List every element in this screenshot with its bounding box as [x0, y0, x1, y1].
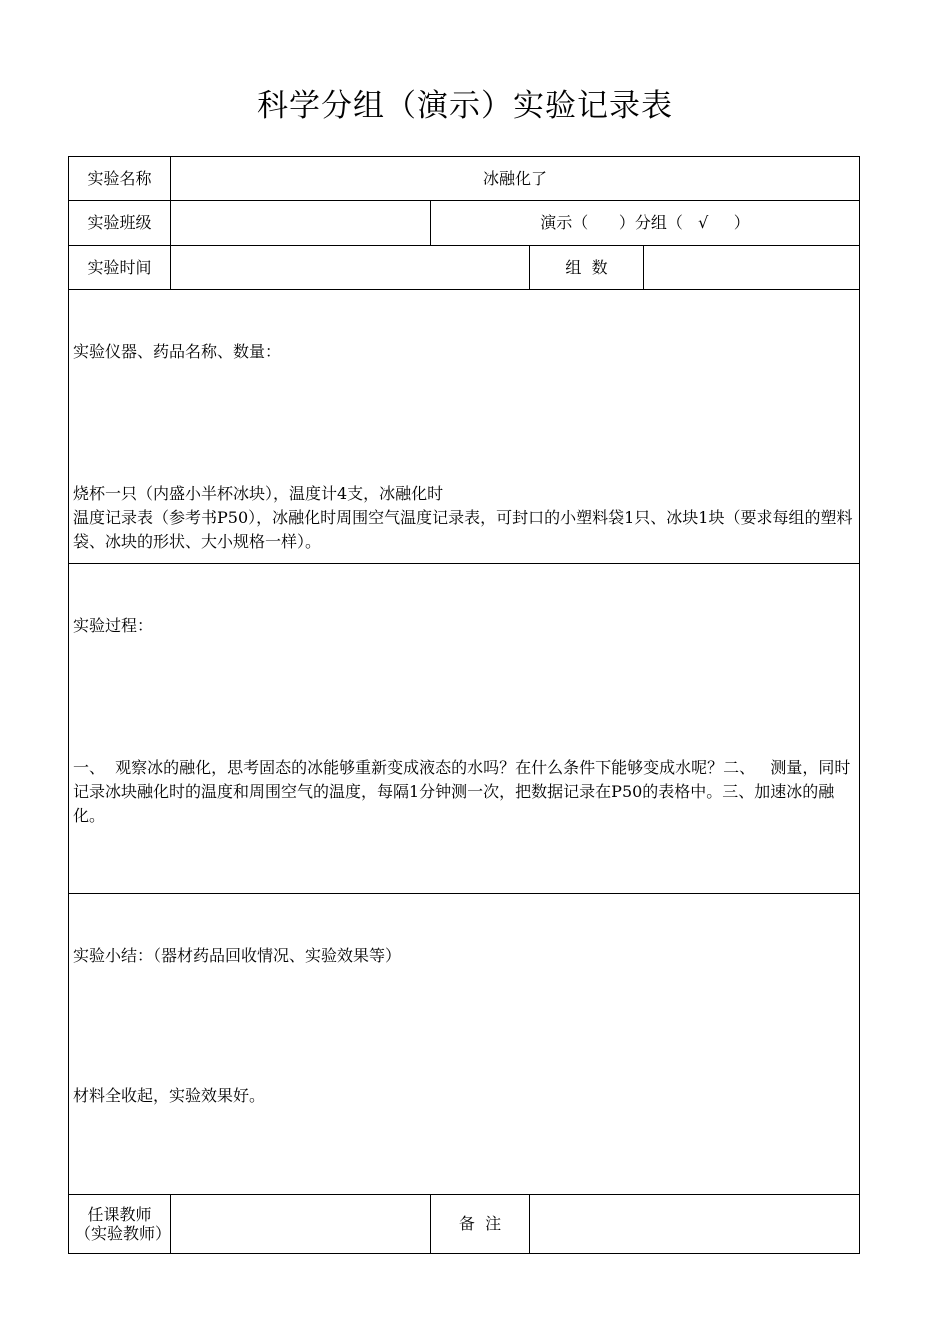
process-label: 实验过程： — [73, 616, 154, 635]
equipment-section — [68, 289, 860, 564]
page-title: 科学分组（演示）实验记录表 — [257, 88, 673, 124]
equipment-text[interactable]: 烧杯一只（内盛小半杯冰块），温度计4支，冰融化时 温度记录表（参考书P50），冰融化时周围空气温度记录表，可封口的小塑料袋1只、冰块1块（要求每组的塑料袋、冰块的形状、大小规格一样）。 — [73, 484, 853, 551]
summary-text[interactable]: 材料全收起，实验效果好。 — [73, 1086, 266, 1105]
value-group-count[interactable] — [643, 245, 860, 290]
label-teacher: 任课教师（实验教师） — [68, 1194, 171, 1254]
value-experiment-type[interactable]: 演示（ ）分组（ √ ） — [430, 200, 860, 246]
value-experiment-time[interactable] — [170, 245, 530, 290]
value-experiment-name[interactable]: 冰融化了 — [170, 156, 860, 201]
record-table — [68, 156, 860, 1254]
label-remark: 备 注 — [430, 1194, 530, 1254]
value-teacher[interactable] — [170, 1194, 431, 1254]
summary-label: 实验小结：（器材药品回收情况、实验效果等） — [73, 946, 402, 965]
process-text[interactable]: 一、 观察冰的融化，思考固态的冰能够重新变成液态的水吗？在什么条件下能够变成水呢？二、 测量，同时记录冰块融化时的温度和周围空气的温度，每隔1分钟测一次，把数据记录在P50的表格中。三、加速冰的融化。 — [73, 758, 851, 825]
process-section — [68, 563, 860, 894]
label-experiment-time: 实验时间 — [68, 245, 171, 290]
value-experiment-class[interactable] — [170, 200, 431, 246]
label-group-count: 组 数 — [529, 245, 644, 290]
summary-section — [68, 893, 860, 1195]
equipment-label: 实验仪器、药品名称、数量： — [73, 342, 282, 361]
label-experiment-class: 实验班级 — [68, 200, 171, 246]
label-experiment-name: 实验名称 — [68, 156, 171, 201]
value-remark[interactable] — [529, 1194, 860, 1254]
